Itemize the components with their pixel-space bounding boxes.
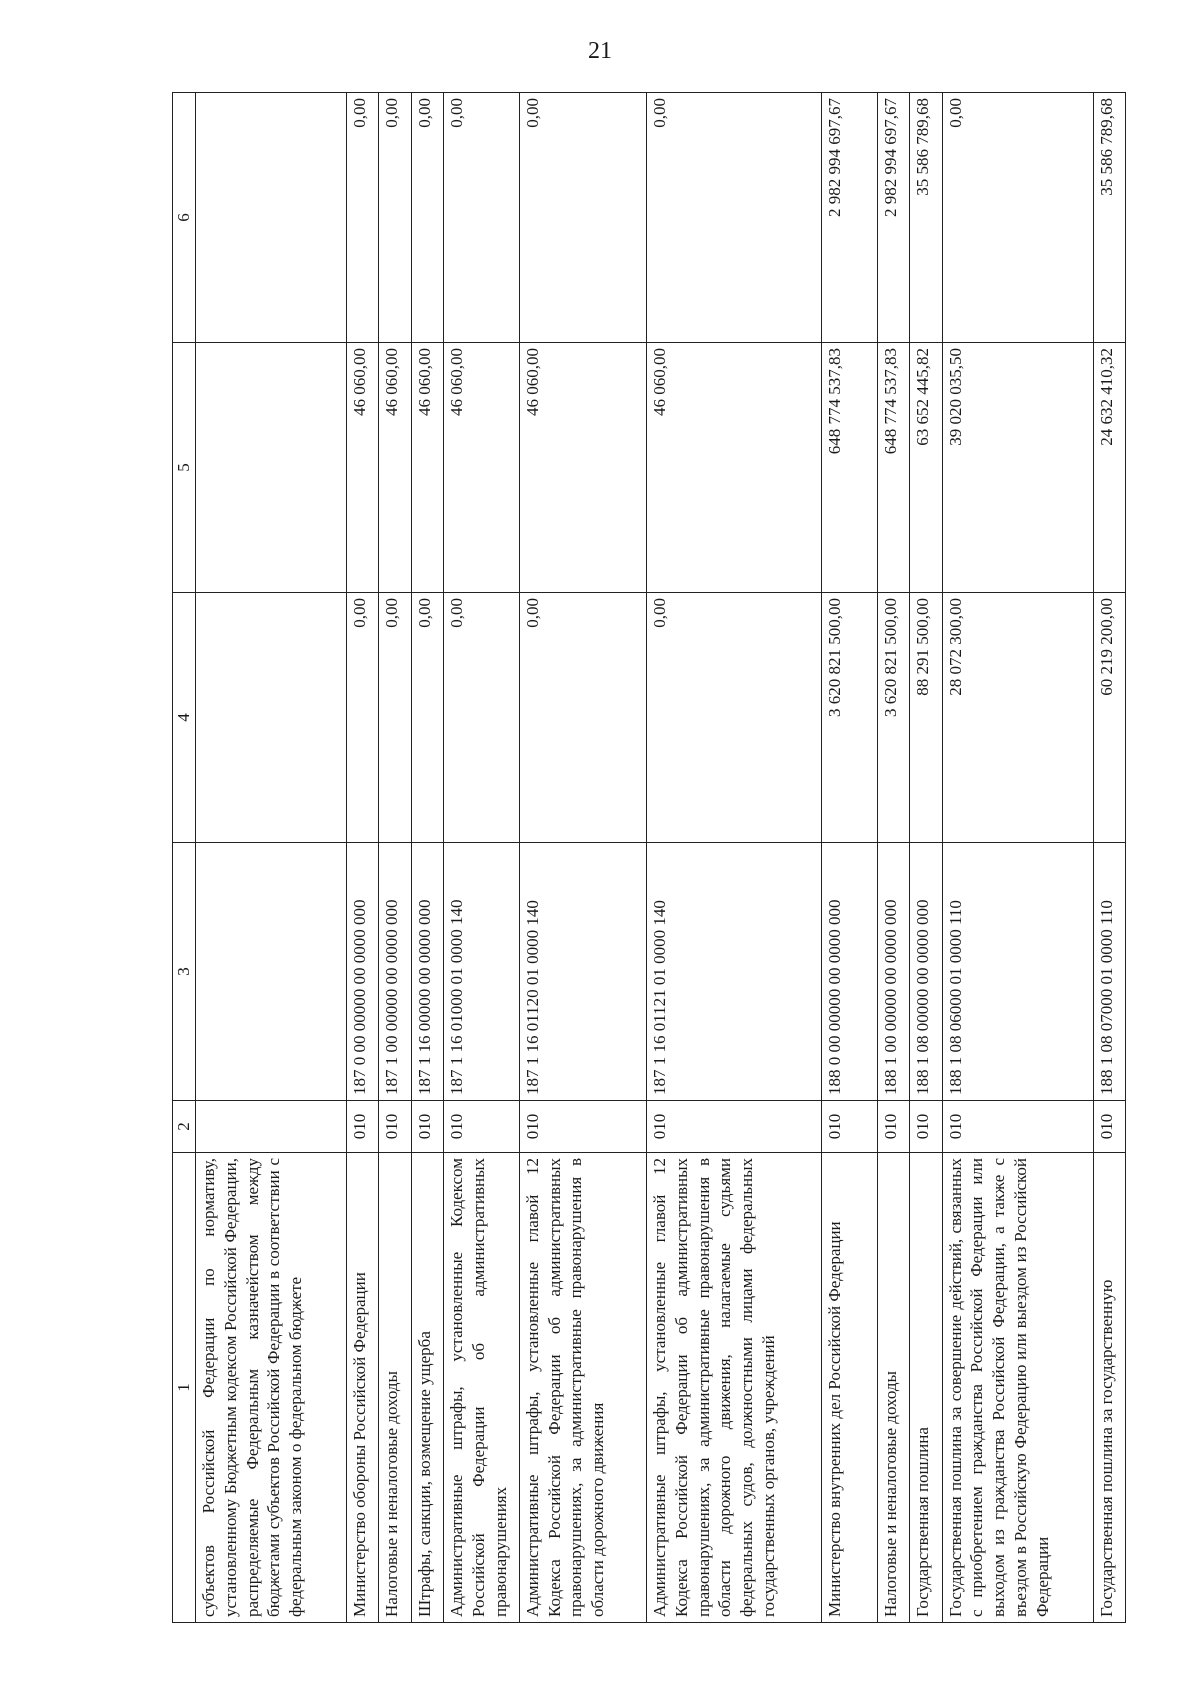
row-name: Министерство внутренних дел Российской Федерации: [821, 1153, 877, 1623]
row-col6-value: 0,00: [519, 93, 646, 343]
row-line-code: 010: [877, 1101, 909, 1153]
table-row: [411, 93, 443, 1623]
row-col4-value: [196, 593, 347, 843]
row-col4-value: 3 620 821 500,00: [877, 593, 909, 843]
row-col4-value: 88 291 500,00: [910, 593, 942, 843]
row-col6-value: 2 982 994 697,67: [877, 93, 909, 343]
header-col-3: 3: [173, 843, 196, 1101]
row-col5-value: 63 652 445,82: [910, 343, 942, 593]
row-budget-code: 187 1 16 01120 01 0000 140: [519, 843, 646, 1101]
table-row: [444, 93, 520, 1623]
row-col5-value: 46 060,00: [647, 343, 822, 593]
row-col5-value: 648 774 537,83: [877, 343, 909, 593]
row-budget-code: 187 0 00 00000 00 0000 000: [347, 843, 379, 1101]
rotated-table-container: [172, 93, 1126, 1623]
row-col6-value: 0,00: [647, 93, 822, 343]
row-col5-value: 46 060,00: [347, 343, 379, 593]
row-col4-value: 28 072 300,00: [942, 593, 1093, 843]
table-row: [910, 93, 942, 1623]
row-name: Административные штрафы, установленные главой 12 Кодекса Российской Федерации об административных правонарушениях, за административные правонарушения в области дорожного движения, налагаемые судьями федеральных судов, должностными лицами федеральных государственных органов, учреждений: [647, 1153, 822, 1623]
row-name: Государственная пошлина: [910, 1153, 942, 1623]
row-line-code: 010: [647, 1101, 822, 1153]
row-col5-value: 648 774 537,83: [821, 343, 877, 593]
row-budget-code: 188 1 08 00000 00 0000 000: [910, 843, 942, 1101]
row-name: субъектов Российской Федерации по нормативу, установленному Бюджетным кодексом Российской Федерации, распределяемые Федеральным казначейством между бюджетами субъектов Российской Федерации в соответствии с федеральным законом о федеральном бюджете: [196, 1153, 347, 1623]
header-col-4: 4: [173, 593, 196, 843]
row-col5-value: 46 060,00: [519, 343, 646, 593]
row-col4-value: 0,00: [647, 593, 822, 843]
table-row: [647, 93, 822, 1623]
row-col6-value: 35 586 789,68: [910, 93, 942, 343]
page-number: 21: [588, 38, 612, 64]
row-budget-code: 188 1 08 06000 01 0000 110: [942, 843, 1093, 1101]
header-col-2: 2: [173, 1101, 196, 1153]
table-row: [519, 93, 646, 1623]
row-line-code: [196, 1101, 347, 1153]
row-line-code: 010: [347, 1101, 379, 1153]
row-col4-value: 0,00: [444, 593, 520, 843]
row-name: Министерство обороны Российской Федерации: [347, 1153, 379, 1623]
row-budget-code: 187 1 00 00000 00 0000 000: [379, 843, 411, 1101]
row-line-code: 010: [411, 1101, 443, 1153]
row-name: Административные штрафы, установленные главой 12 Кодекса Российской Федерации об административных правонарушениях, за административные правонарушения в области дорожного движения: [519, 1153, 646, 1623]
row-budget-code: 187 1 16 01121 01 0000 140: [647, 843, 822, 1101]
row-budget-code: 188 1 08 07000 01 0000 110: [1093, 843, 1125, 1101]
table-row: [942, 93, 1093, 1623]
row-col4-value: 0,00: [379, 593, 411, 843]
row-line-code: 010: [379, 1101, 411, 1153]
row-col6-value: 2 982 994 697,67: [821, 93, 877, 343]
row-budget-code: 188 1 00 00000 00 0000 000: [877, 843, 909, 1101]
row-col5-value: 39 020 035,50: [942, 343, 1093, 593]
row-line-code: 010: [910, 1101, 942, 1153]
revenue-table: [172, 92, 1126, 1623]
row-budget-code: 188 0 00 00000 00 0000 000: [821, 843, 877, 1101]
row-line-code: 010: [519, 1101, 646, 1153]
row-col6-value: 35 586 789,68: [1093, 93, 1125, 343]
row-budget-code: 187 1 16 01000 01 0000 140: [444, 843, 520, 1101]
row-line-code: 010: [1093, 1101, 1125, 1153]
row-col4-value: 0,00: [347, 593, 379, 843]
row-col5-value: [196, 343, 347, 593]
row-col4-value: 60 219 200,00: [1093, 593, 1125, 843]
row-col6-value: 0,00: [379, 93, 411, 343]
row-name: Государственная пошлина за государственную: [1093, 1153, 1125, 1623]
row-col4-value: 0,00: [519, 593, 646, 843]
table-row: [877, 93, 909, 1623]
row-col5-value: 46 060,00: [444, 343, 520, 593]
table-row: [347, 93, 379, 1623]
row-col4-value: 0,00: [411, 593, 443, 843]
table-row: [1093, 93, 1125, 1623]
row-budget-code: [196, 843, 347, 1101]
row-col6-value: 0,00: [347, 93, 379, 343]
row-name: Административные штрафы, установленные Кодексом Российской Федерации об административных правонарушениях: [444, 1153, 520, 1623]
table-row: [196, 93, 347, 1623]
header-row: [173, 93, 196, 1623]
row-col6-value: [196, 93, 347, 343]
row-line-code: 010: [942, 1101, 1093, 1153]
row-col4-value: 3 620 821 500,00: [821, 593, 877, 843]
row-col5-value: 46 060,00: [411, 343, 443, 593]
header-col-6: 6: [173, 93, 196, 343]
table-row: [379, 93, 411, 1623]
row-name: Государственная пошлина за совершение действий, связанных с приобретением гражданства Российской Федерации или выходом из гражданства Российской Федерации, а также с въездом в Российскую Федерацию или выездом из Российской Федерации: [942, 1153, 1093, 1623]
row-name: Налоговые и неналоговые доходы: [877, 1153, 909, 1623]
row-col5-value: 46 060,00: [379, 343, 411, 593]
header-col-1: 1: [173, 1153, 196, 1623]
row-col6-value: 0,00: [444, 93, 520, 343]
row-name: Налоговые и неналоговые доходы: [379, 1153, 411, 1623]
header-col-5: 5: [173, 343, 196, 593]
row-col5-value: 24 632 410,32: [1093, 343, 1125, 593]
row-budget-code: 187 1 16 00000 00 0000 000: [411, 843, 443, 1101]
table-row: [821, 93, 877, 1623]
row-name: Штрафы, санкции, возмещение ущерба: [411, 1153, 443, 1623]
row-line-code: 010: [821, 1101, 877, 1153]
row-col6-value: 0,00: [411, 93, 443, 343]
row-col6-value: 0,00: [942, 93, 1093, 343]
row-line-code: 010: [444, 1101, 520, 1153]
